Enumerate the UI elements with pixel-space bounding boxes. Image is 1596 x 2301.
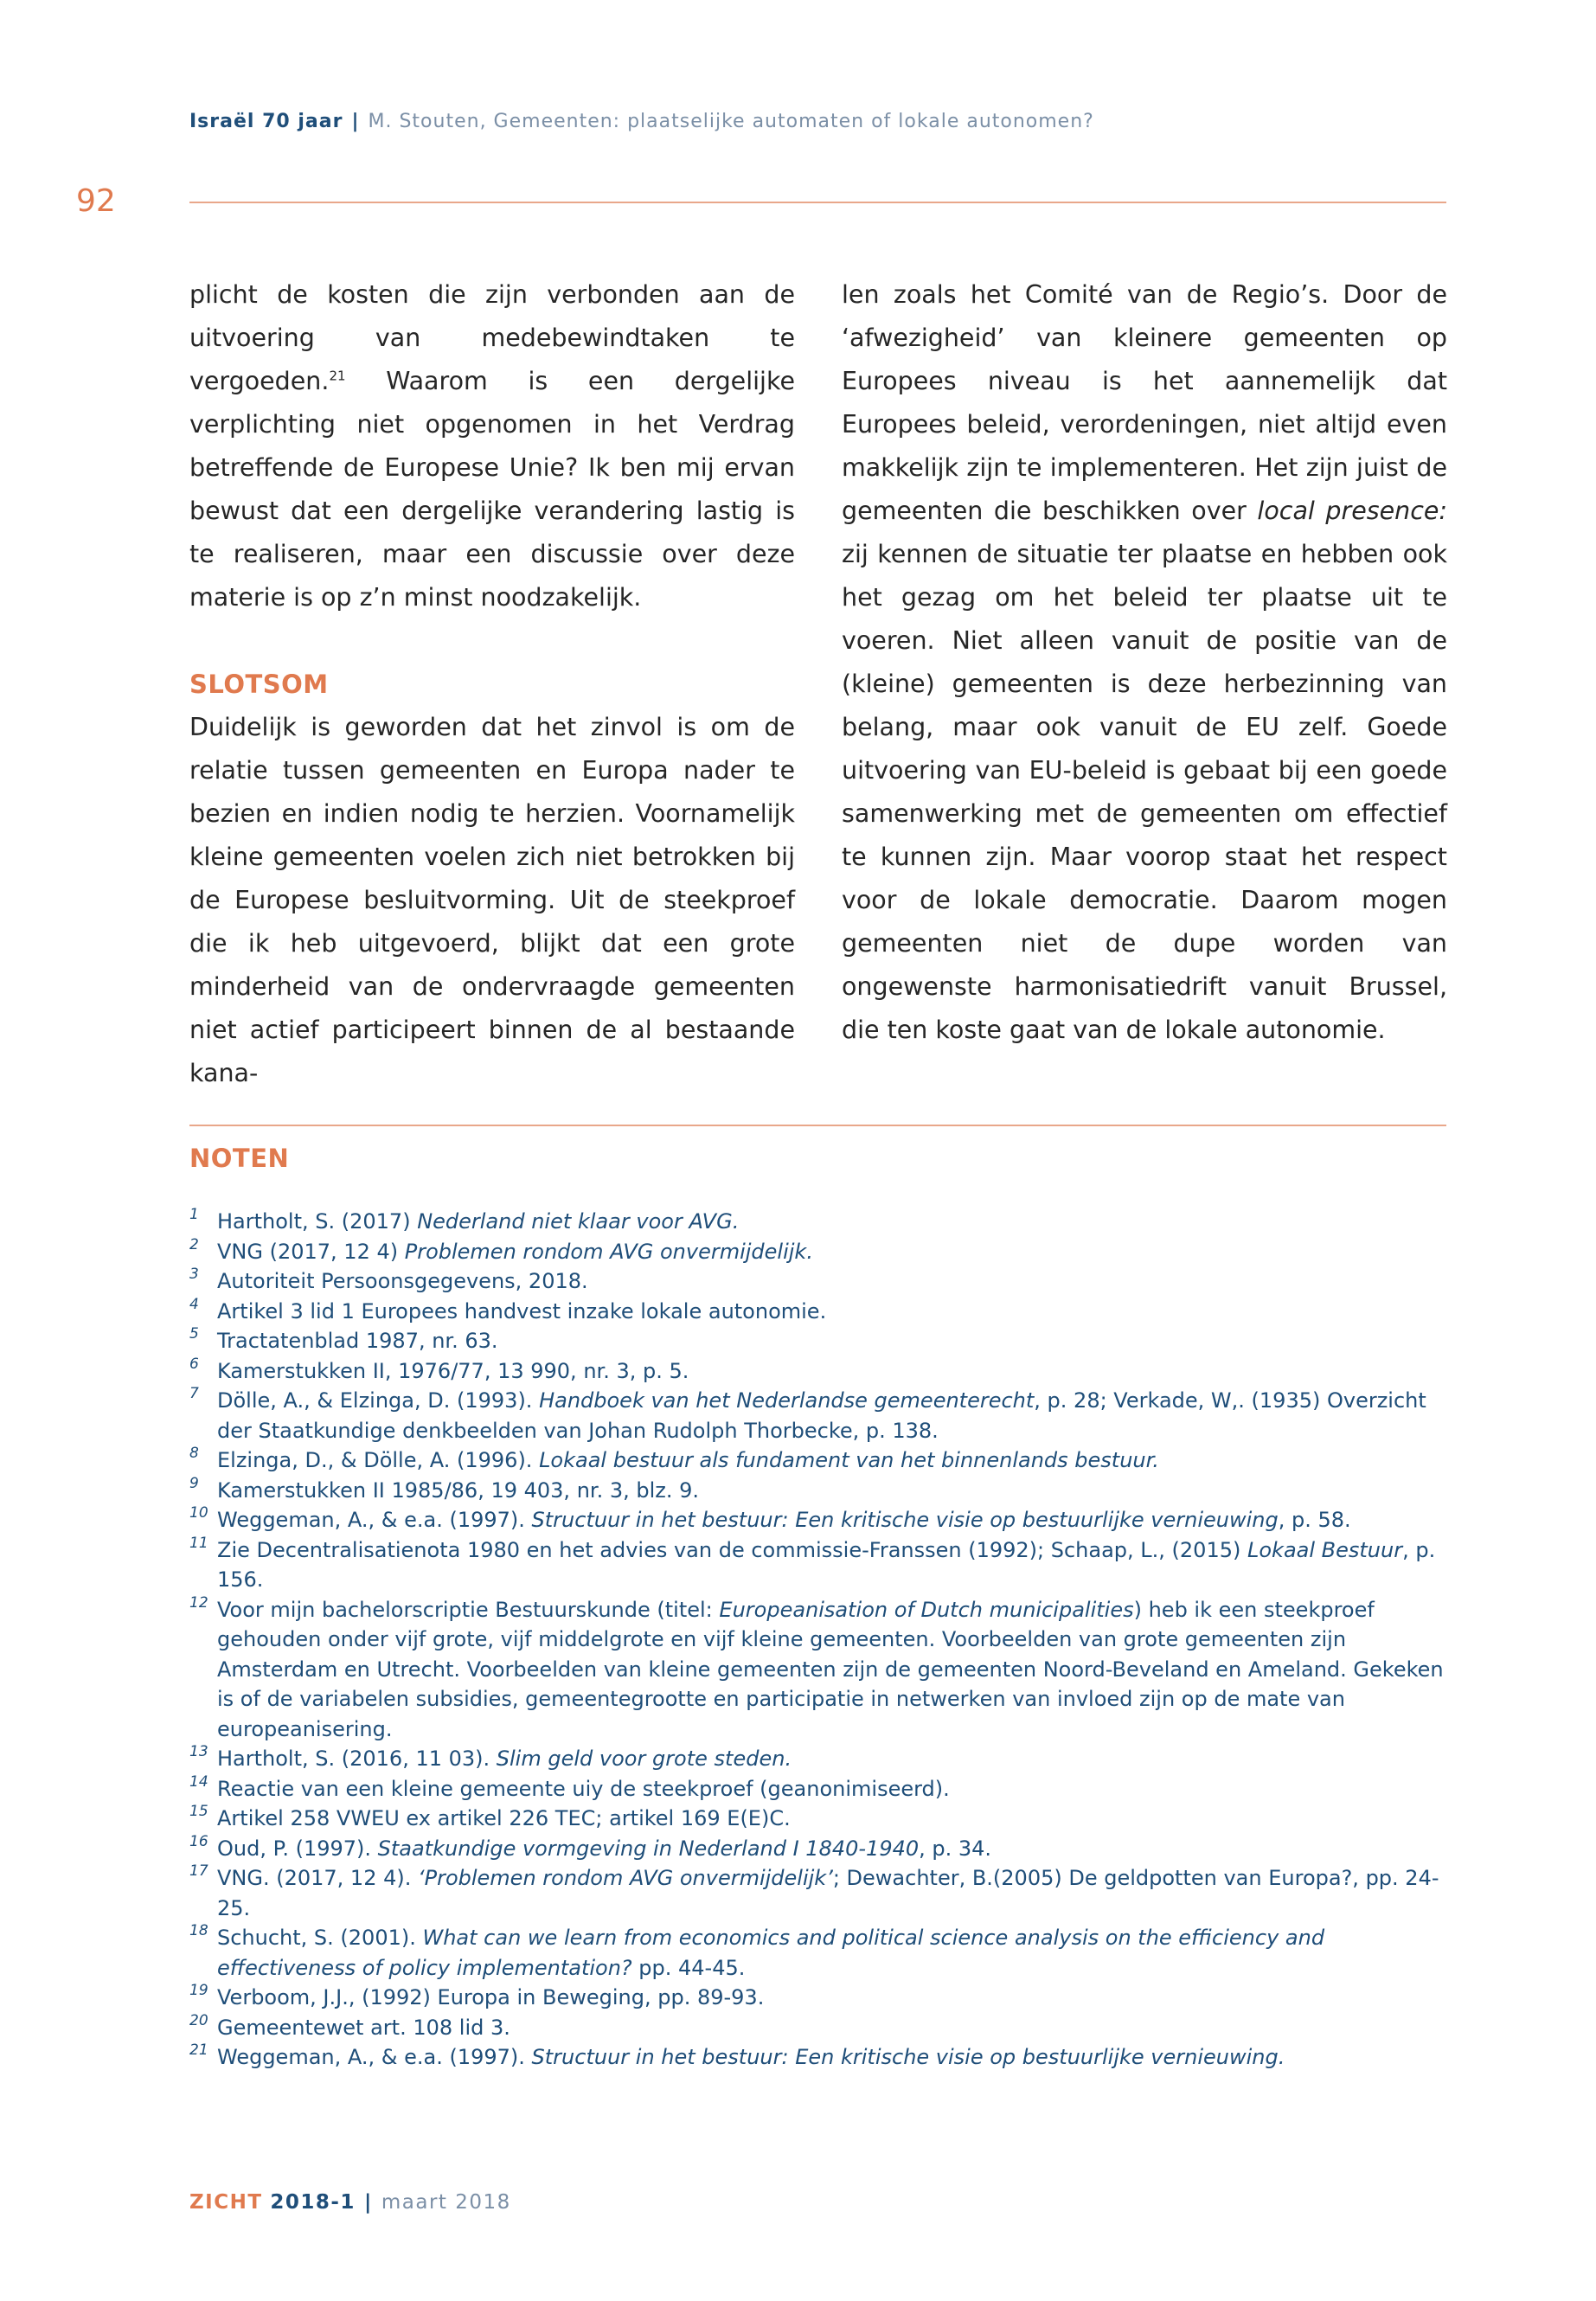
- magazine-brand: ZICHT: [189, 2191, 263, 2214]
- footnote-text: Kamerstukken II 1985/86, 19 403, nr. 3, blz. 9.: [217, 1477, 700, 1503]
- footnote: [189, 1535, 1446, 1595]
- footnote-number: 10: [189, 1504, 208, 1522]
- notes-rule: [189, 1125, 1446, 1126]
- footnote-text: Kamerstukken II, 1976/77, 13 990, nr. 3, p. 5.: [217, 1358, 689, 1383]
- footnote-text: Verboom, J.J., (1992) Europa in Beweging, pp. 89-93.: [217, 1985, 765, 2009]
- footnote-number: 12: [189, 1593, 208, 1612]
- footnote-number: 21: [189, 2041, 208, 2059]
- footnote-text: Hartholt, S. (2017): [217, 1209, 418, 1234]
- footnote-text: VNG (2017, 12 4): [217, 1239, 405, 1264]
- footnote-text: ) heb ik een steekproef gehouden onder vijf grote, vijf middelgrote en vijf kleine gemeenten. Voorbeelden van grote gemeenten zijn Amsterdam en Utrecht. Voorbeelden van kleine gemeenten zijn de gemeenten Noord-Beveland en Ameland. Gekeken is of de variabelen subsidies, gemeentegrootte en participatie in netwerken van invloed zijn op de mate van europeanisering.: [217, 1597, 1444, 1741]
- footnote: [189, 1923, 1446, 1983]
- footnote-text: Elzinga, D., & Dölle, A. (1996).: [217, 1448, 540, 1472]
- notes-heading: NOTEN: [189, 1144, 290, 1173]
- footnote-text: Voor mijn bachelorscriptie Bestuurskunde (titel:: [217, 1597, 720, 1622]
- footnote: [189, 1804, 1446, 1834]
- footnote: [189, 1834, 1446, 1864]
- journal-title: Israël 70 jaar: [189, 111, 343, 132]
- footnote-title: Staatkundige vormgeving in Nederland I 1840-1940: [377, 1836, 920, 1861]
- footnote: [189, 1207, 1446, 1237]
- footnote-title: Nederland niet klaar voor AVG.: [417, 1209, 740, 1234]
- footnote-title: Lokaal bestuur als fundament van het binnenlands bestuur.: [539, 1448, 1159, 1472]
- footnote-text: , p. 28; Verkade, W,. (1935) Overzicht der Staatkundige denkbeelden van Johan Rudolph Thorbecke, p. 138.: [217, 1388, 1426, 1443]
- footnote-number: 8: [189, 1445, 199, 1462]
- body-column-right: [842, 273, 1447, 1052]
- section-heading: SLOTSOM: [189, 670, 329, 699]
- footnote-title: Structuur in het bestuur: Een kritische visie op bestuurlijke vernieuwing: [531, 1508, 1279, 1532]
- emphasis-text: local presence:: [1257, 497, 1448, 525]
- footnote-number: 16: [189, 1832, 208, 1850]
- footnote-title: Structuur in het bestuur: Een kritische visie op bestuurlijke vernieuwing.: [531, 2045, 1285, 2069]
- footnote-text: Autoriteit Persoonsgegevens, 2018.: [217, 1269, 588, 1293]
- footnote-number: 4: [189, 1295, 199, 1313]
- footnote: [189, 1744, 1446, 1774]
- footnote-text: pp. 44-45.: [631, 1955, 746, 1980]
- body-text: len zoals het Comité van de Regio’s. Door de ‘afwezigheid’ van kleinere gemeenten op Europees niveau is het aannemelijk dat Europees beleid, verordeningen, niet altijd even makkelijk zijn te implementeren. Het zijn juist de gemeenten die beschikken over: [842, 280, 1447, 525]
- footnote-text: Tractatenblad 1987, nr. 63.: [217, 1329, 498, 1353]
- footnote-text: ; Dewachter, B.(2005) De geldpotten van Europa?, pp. 24-25.: [217, 1866, 1439, 1920]
- footnote-title: Europeanisation of Dutch municipalities: [719, 1597, 1134, 1622]
- body-paragraph: Duidelijk is geworden dat het zinvol is om de relatie tussen gemeenten en Europa nader te bezien en indien nodig te herzien. Voornamelijk kleine gemeenten voelen zich niet betrokken bij de Europese besluitvorming. Uit de steekproef die ik heb uitgevoerd, blijkt dat een grote minderheid van de ondervraagde gemeenten niet actief participeert binnen de al bestaande kana-: [189, 713, 795, 1087]
- footnote-text: , p. 34.: [919, 1836, 992, 1861]
- footnote-title: Lokaal Bestuur: [1247, 1537, 1403, 1562]
- footnote: [189, 1774, 1446, 1804]
- footnote-text: Dölle, A., & Elzinga, D. (1993).: [217, 1388, 540, 1413]
- body-text: Waarom is een dergelijke verplichting niet opgenomen in het Verdrag betreffende de Europese Unie? Ik ben mij ervan bewust dat een dergelijke verandering lastig is te realiseren, maar een discussie over deze materie is op z’n minst noodzakelijk.: [189, 367, 795, 612]
- footnotes-list: [189, 1207, 1446, 2073]
- running-header: [189, 111, 1094, 132]
- footnote-text: Reactie van een kleine gemeente uiy de steekproef (geanonimiseerd).: [217, 1776, 950, 1801]
- footnote: [189, 1983, 1446, 2013]
- footnote-text: Hartholt, S. (2016, 11 03).: [217, 1747, 497, 1771]
- footnote: [189, 1505, 1446, 1535]
- footnote: [189, 1386, 1446, 1445]
- footnote-text: Artikel 3 lid 1 Europees handvest inzake lokale autonomie.: [217, 1298, 827, 1324]
- page-number: 92: [76, 183, 116, 219]
- footnote: [189, 2042, 1446, 2073]
- footnote-number: 6: [189, 1355, 199, 1373]
- body-text: plicht de kosten die zijn verbonden aan de uitvoering van medebewindtaken te vergoeden.: [189, 280, 795, 395]
- footnote-text: , p. 156.: [217, 1537, 1436, 1592]
- body-text: zij kennen de situatie ter plaatse en hebben ook het gezag om het beleid ter plaatse uit te voeren. Niet alleen vanuit de positie van de (kleine) gemeenten is deze herbezinning van belang, maar ook vanuit de EU zelf. Goede uitvoering van EU-beleid is gebaat bij een goede samenwerking met de gemeenten om effectief te kunnen zijn. Maar voorop staat het respect voor de lokale democratie. Daarom mogen gemeenten niet de dupe worden van ongewenste harmonisatiedrift vanuit Brussel, die ten koste gaat van de lokale autonomie.: [842, 540, 1447, 1044]
- footer-separator: |: [363, 2191, 373, 2214]
- header-separator: |: [351, 111, 360, 132]
- footnote: [189, 1326, 1446, 1356]
- body-paragraph: [189, 273, 795, 619]
- footnote: [189, 1297, 1446, 1327]
- footnote-text: Schucht, S. (2001).: [217, 1926, 423, 1950]
- footnote: [189, 1356, 1446, 1387]
- footnote-number: 7: [189, 1385, 199, 1402]
- footnote: [189, 2013, 1446, 2043]
- footnote-number: 11: [189, 1534, 208, 1552]
- footnote-text: Weggeman, A., & e.a. (1997).: [217, 1508, 532, 1532]
- footnote: [189, 1445, 1446, 1476]
- footnote-number: 3: [189, 1266, 199, 1283]
- footnote-number: 5: [189, 1325, 199, 1343]
- body-paragraph: [842, 273, 1447, 1052]
- issue-number: 2018-1: [270, 2191, 356, 2214]
- footnote-text: , p. 58.: [1278, 1508, 1351, 1532]
- footnote: [189, 1237, 1446, 1267]
- footnote-title: What can we learn from economics and political science analysis on the efficiency and effectiveness of policy implementation?: [217, 1926, 1325, 1980]
- footnote-text: Gemeentewet art. 108 lid 3.: [217, 2015, 510, 2040]
- footnote: [189, 1595, 1446, 1745]
- article-title: M. Stouten, Gemeenten: plaatselijke automaten of lokale autonomen?: [368, 111, 1094, 132]
- footnote-number: 15: [189, 1803, 208, 1820]
- footnote-ref: 21: [329, 368, 346, 384]
- footnote-number: 19: [189, 1982, 208, 1999]
- footnote: [189, 1863, 1446, 1923]
- footnote-number: 2: [189, 1235, 199, 1253]
- footnote-title: Handboek van het Nederlandse gemeenterecht: [539, 1388, 1035, 1413]
- footnote-text: Oud, P. (1997).: [217, 1836, 378, 1861]
- footnote-number: 13: [189, 1743, 208, 1760]
- footnote: [189, 1476, 1446, 1506]
- footnote-number: 14: [189, 1772, 208, 1791]
- body-column-left: [189, 273, 795, 1095]
- footnote-number: 18: [189, 1922, 208, 1939]
- footnote-text: Zie Decentralisatienota 1980 en het advies van de commissie-Franssen (1992); Schaap, L., (2015): [217, 1537, 1247, 1562]
- footnote-text: Weggeman, A., & e.a. (1997).: [217, 2045, 532, 2069]
- footnote-number: 9: [189, 1474, 199, 1492]
- footnote-number: 20: [189, 2011, 208, 2029]
- footnote-title: ‘Problemen rondom AVG onvermijdelijk’: [417, 1866, 833, 1890]
- running-footer: [189, 2191, 511, 2214]
- footnote-number: 1: [189, 1206, 199, 1223]
- footnote-number: 17: [189, 1862, 208, 1880]
- header-rule: [189, 202, 1446, 203]
- issue-date: maart 2018: [381, 2191, 511, 2214]
- footnote-text: Artikel 258 VWEU ex artikel 226 TEC; artikel 169 E(E)C.: [217, 1806, 791, 1830]
- footnote-title: Problemen rondom AVG onvermijdelijk.: [404, 1239, 813, 1264]
- footnote-title: Slim geld voor grote steden.: [496, 1747, 792, 1771]
- footnote-text: VNG. (2017, 12 4).: [217, 1866, 418, 1890]
- footnote: [189, 1266, 1446, 1297]
